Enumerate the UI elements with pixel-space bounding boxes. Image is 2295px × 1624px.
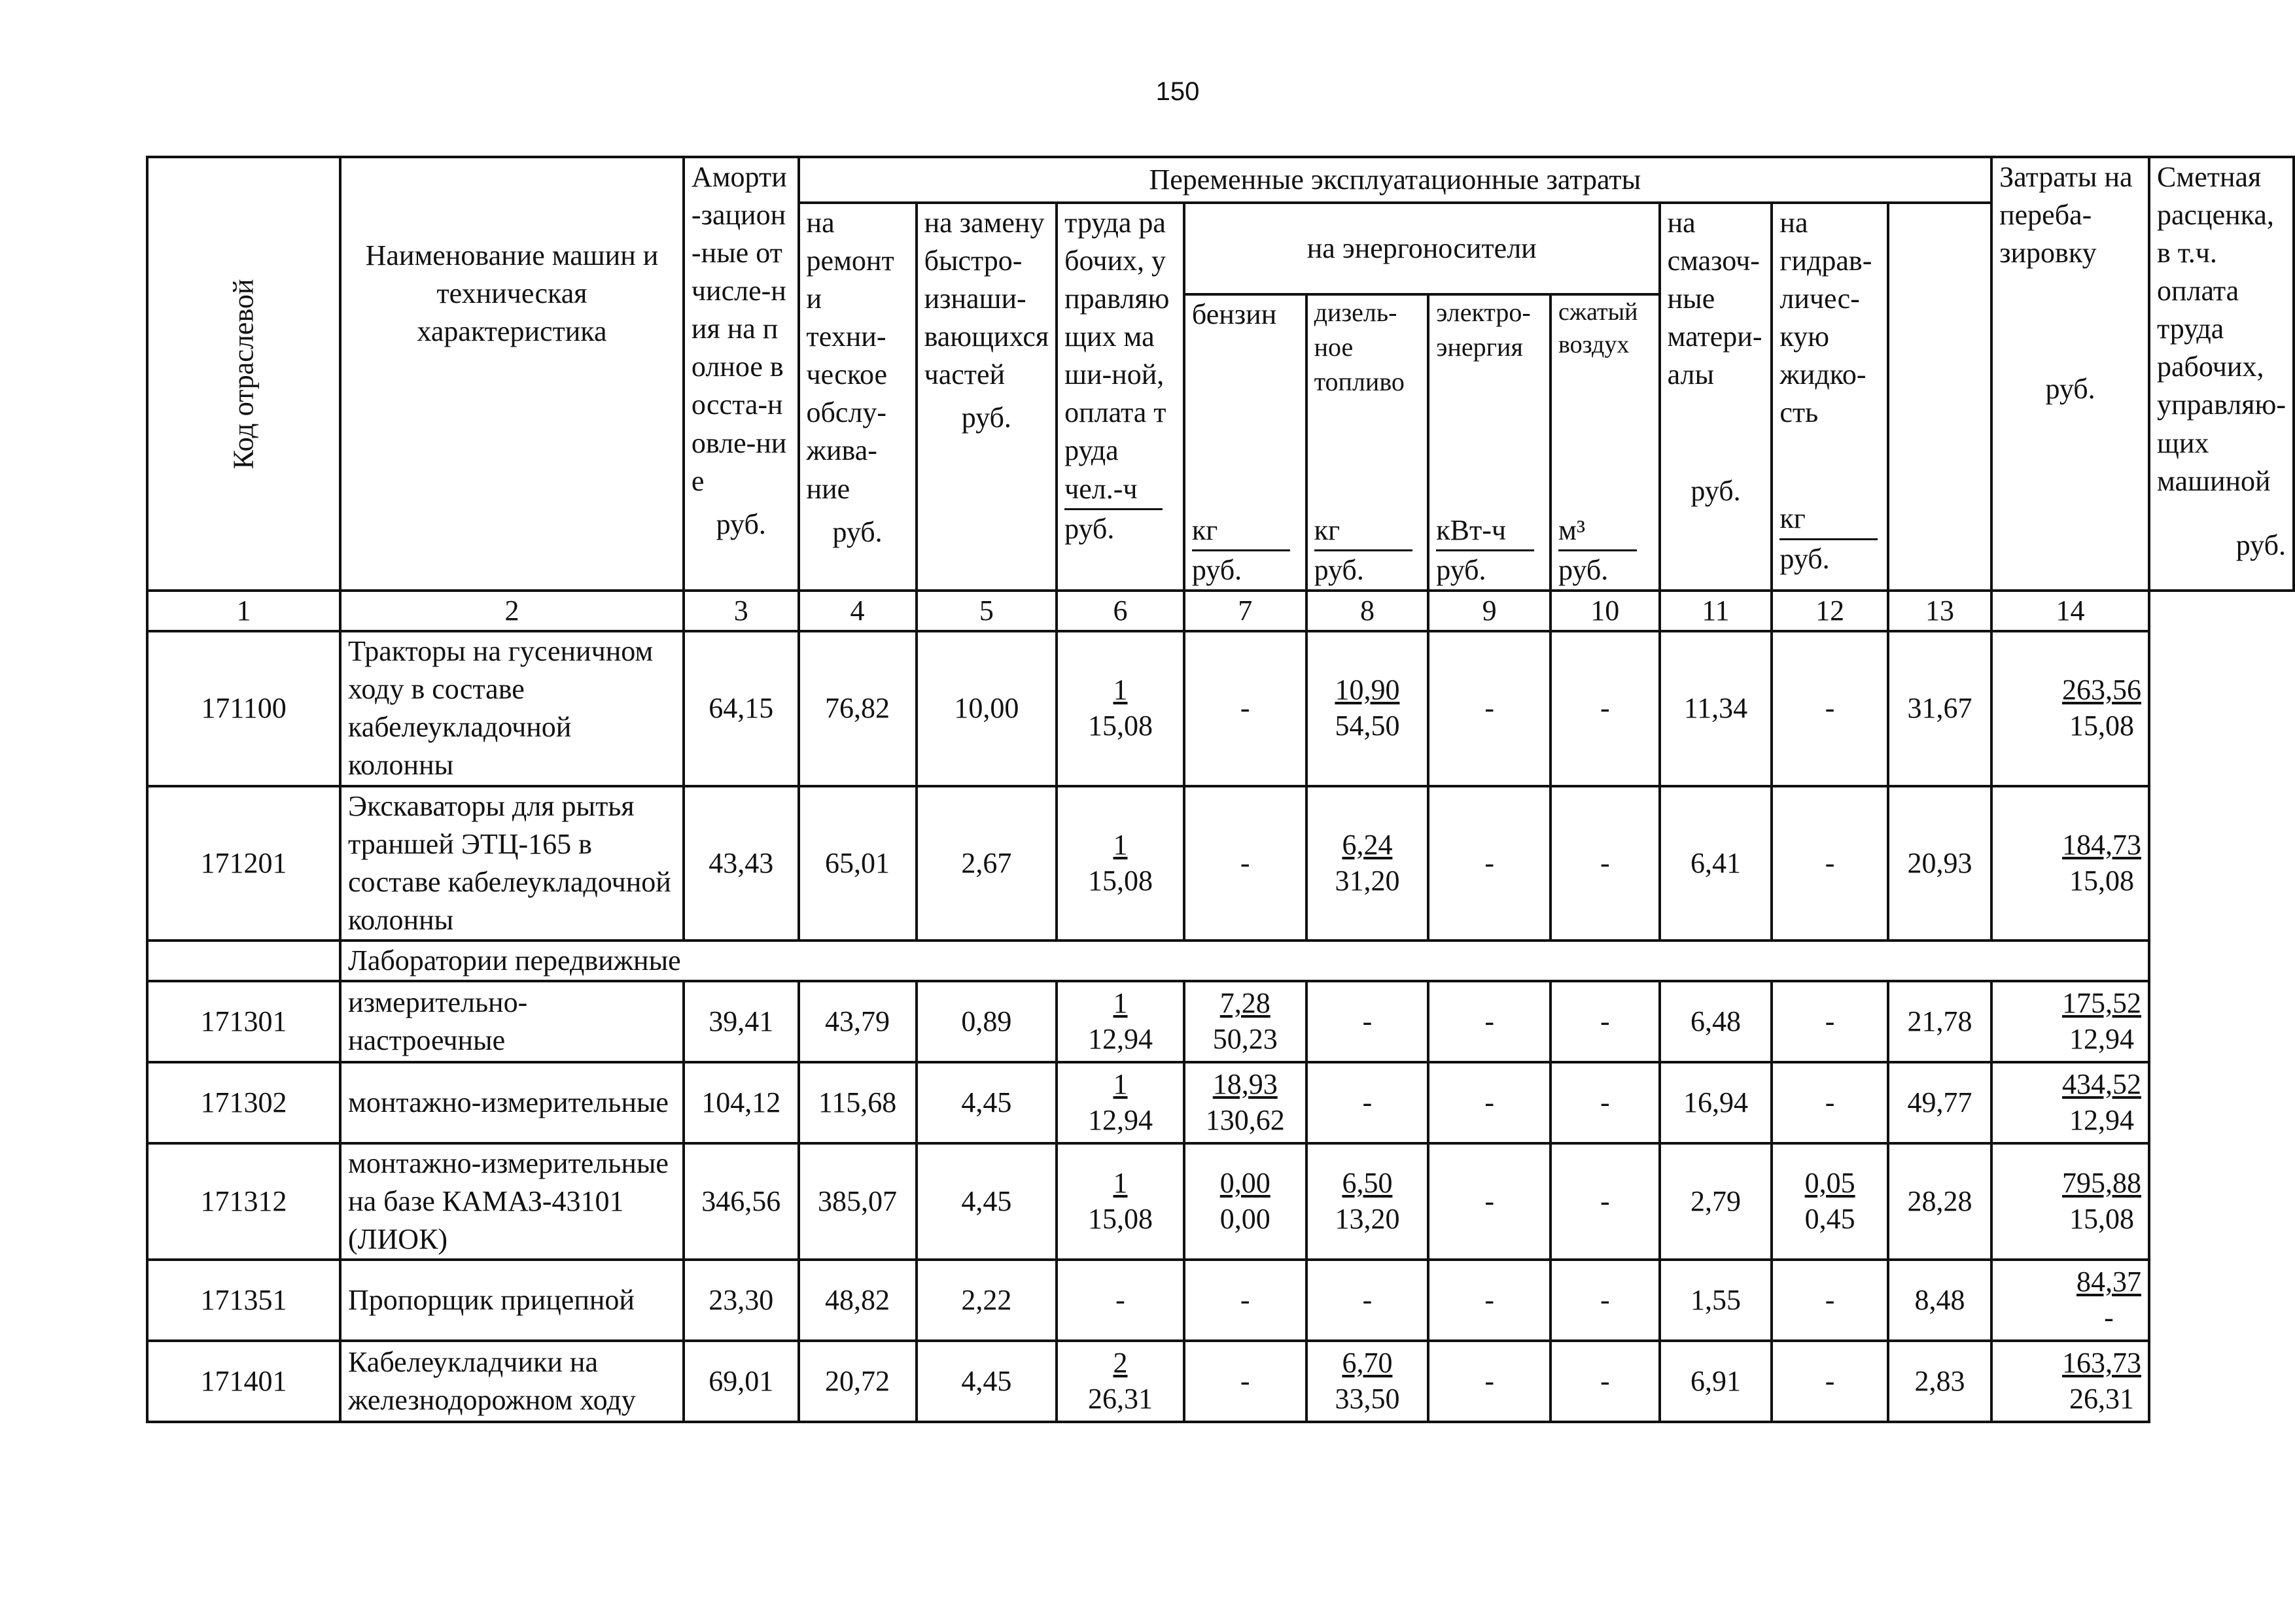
column-number: 12: [1772, 591, 1887, 631]
cell-petrol: -: [1184, 631, 1306, 786]
cell-hydraulic: -: [1772, 786, 1887, 941]
column-number-row: [147, 591, 2294, 631]
cell-estimate: $\frac{163,73}{26,31}$: [1991, 1341, 2149, 1422]
cell-air: -: [1550, 1260, 1660, 1341]
header-labor: труда рабочих, управляющих маши-ной, оплата труда чел.-ч руб.: [1057, 203, 1184, 591]
cell-diesel: $\frac{6,24}{31,20}$: [1306, 786, 1429, 941]
column-number: 11: [1660, 591, 1772, 631]
cell-electric: -: [1428, 786, 1550, 941]
section-row: [147, 941, 2294, 981]
cell-replace: 2,67: [917, 786, 1057, 941]
cell-labor: $\frac{1}{15,08}$: [1057, 631, 1184, 786]
cell-replace: 4,45: [917, 1062, 1057, 1143]
cell-lubricant: 1,55: [1660, 1260, 1772, 1341]
table-row: [147, 631, 2294, 786]
cell-diesel: $\frac{6,50}{13,20}$: [1306, 1143, 1429, 1260]
cell-repair: 43,79: [799, 981, 917, 1062]
cell-diesel: -: [1306, 1062, 1429, 1143]
row-code: 171302: [147, 1062, 340, 1143]
column-number: 1: [147, 591, 340, 631]
column-number: 5: [917, 591, 1057, 631]
cell-estimate: $\frac{84,37}{-}$: [1991, 1260, 2149, 1341]
column-number: 6: [1057, 591, 1184, 631]
cell-air: -: [1550, 1341, 1660, 1422]
row-code: 171401: [147, 1341, 340, 1422]
cell-repair: 115,68: [799, 1062, 917, 1143]
table-row: [147, 786, 2294, 941]
cell-air: -: [1550, 786, 1660, 941]
row-name: Кабелеукладчики на железнодорожном ходу: [340, 1341, 684, 1422]
row-name: Экскаваторы для рытья траншей ЭТЦ-165 в составе кабелеукладочной колонны: [340, 786, 684, 941]
cell-lubricant: 6,41: [1660, 786, 1772, 941]
header-amortization: Аморти-зацион-ные отчисле-ния на полное восста-новле-ние руб.: [684, 157, 799, 591]
cell-lubricant: 16,94: [1660, 1062, 1772, 1143]
header-energy: на энергоносители: [1184, 203, 1660, 294]
cell-labor: $\frac{2}{26,31}$: [1057, 1341, 1184, 1422]
cell-repair: 48,82: [799, 1260, 917, 1341]
row-code: 171301: [147, 981, 340, 1062]
cell-lubricant: 11,34: [1660, 631, 1772, 786]
cell-labor: $\frac{1}{15,08}$: [1057, 1143, 1184, 1260]
cell-hydraulic: -: [1772, 981, 1887, 1062]
cell-amort: 39,41: [684, 981, 799, 1062]
cell-petrol: $\frac{7,28}{50,23}$: [1184, 981, 1306, 1062]
cell-relocation: 31,67: [1888, 631, 1991, 786]
header-name: Наименование машин и техническая характеристика: [340, 157, 684, 591]
row-name: монтажно-измерительные: [340, 1062, 684, 1143]
cell-petrol: $\frac{18,93}{130,62}$: [1184, 1062, 1306, 1143]
cell-electric: -: [1428, 1143, 1550, 1260]
cell-estimate: $\frac{175,52}{12,94}$: [1991, 981, 2149, 1062]
cell-labor: $\frac{1}{15,08}$: [1057, 786, 1184, 941]
cell-diesel: $\frac{6,70}{33,50}$: [1306, 1341, 1429, 1422]
cell-diesel: $\frac{10,90}{54,50}$: [1306, 631, 1429, 786]
table-row: [147, 1143, 2294, 1260]
cell-estimate: $\frac{434,52}{12,94}$: [1991, 1062, 2149, 1143]
cell-diesel: -: [1306, 1260, 1429, 1341]
cell-relocation: 20,93: [1888, 786, 1991, 941]
cell-amort: 69,01: [684, 1341, 799, 1422]
cell-amort: 43,43: [684, 786, 799, 941]
header-petrol: бензин кг руб.: [1184, 294, 1306, 591]
cell-replace: 4,45: [917, 1341, 1057, 1422]
cell-hydraulic: -: [1772, 1062, 1887, 1143]
cell-petrol: -: [1184, 1341, 1306, 1422]
column-number: 13: [1888, 591, 1991, 631]
table-row: [147, 1341, 2294, 1422]
cell-amort: 104,12: [684, 1062, 799, 1143]
column-number: 10: [1550, 591, 1660, 631]
cell-electric: -: [1428, 981, 1550, 1062]
cell-electric: -: [1428, 1341, 1550, 1422]
cell-repair: 76,82: [799, 631, 917, 786]
row-name: Тракторы на гусеничном ходу в составе кабелеукладочной колонны: [340, 631, 684, 786]
cell-repair: 20,72: [799, 1341, 917, 1422]
column-number: 9: [1428, 591, 1550, 631]
cell-relocation: 49,77: [1888, 1062, 1991, 1143]
cell-estimate: $\frac{184,73}{15,08}$: [1991, 786, 2149, 941]
cell-repair: 65,01: [799, 786, 917, 941]
cell-relocation: 2,83: [1888, 1341, 1991, 1422]
row-code: 171201: [147, 786, 340, 941]
cell-electric: -: [1428, 1260, 1550, 1341]
cell-petrol: -: [1184, 786, 1306, 941]
cell-relocation: 28,28: [1888, 1143, 1991, 1260]
header-replace-parts: на замену быстро-изнаши-вающихся частей руб.: [917, 203, 1057, 591]
cell-diesel: -: [1306, 981, 1429, 1062]
page-number: 150: [1155, 77, 1200, 106]
cell-amort: 64,15: [684, 631, 799, 786]
cell-labor: -: [1057, 1260, 1184, 1341]
cell-replace: 0,89: [917, 981, 1057, 1062]
row-code: 171312: [147, 1143, 340, 1260]
cell-petrol: -: [1184, 1260, 1306, 1341]
cell-labor: $\frac{1}{12,94}$: [1057, 981, 1184, 1062]
machine-rates-table: [146, 156, 2295, 1423]
cell-lubricant: 6,48: [1660, 981, 1772, 1062]
cell-replace: 2,22: [917, 1260, 1057, 1341]
cell-labor: $\frac{1}{12,94}$: [1057, 1062, 1184, 1143]
cell-air: -: [1550, 631, 1660, 786]
header-variable-costs: Переменные эксплуатационные затраты: [799, 157, 1992, 203]
header-repair: на ремонт и техни-ческое обслу-жива-ние руб.: [799, 203, 917, 591]
cell-air: -: [1550, 981, 1660, 1062]
row-code: 171351: [147, 1260, 340, 1341]
cell-petrol: $\frac{0,00}{0,00}$: [1184, 1143, 1306, 1260]
header-estimate: Сметная расценка, в т.ч. оплата труда рабочих, управляю-щих машиной руб.: [2149, 157, 2294, 591]
column-number: 4: [799, 591, 917, 631]
cell-lubricant: 6,91: [1660, 1341, 1772, 1422]
cell-amort: 23,30: [684, 1260, 799, 1341]
cell-electric: -: [1428, 631, 1550, 786]
table-row: [147, 981, 2294, 1062]
table-row: [147, 1062, 2294, 1143]
cell-replace: 10,00: [917, 631, 1057, 786]
cell-hydraulic: -: [1772, 1341, 1887, 1422]
cell-estimate: $\frac{263,56}{15,08}$: [1991, 631, 2149, 786]
cell-hydraulic: $\frac{0,05}{0,45}$: [1772, 1143, 1887, 1260]
row-name: Пропорщик прицепной: [340, 1260, 684, 1341]
cell-air: -: [1550, 1062, 1660, 1143]
table-row: [147, 1260, 2294, 1341]
cell-electric: -: [1428, 1062, 1550, 1143]
column-number: 2: [340, 591, 684, 631]
header-hydraulic: на гидрав-личес-кую жидко-сть кг руб.: [1772, 203, 1887, 591]
header-relocation: Затраты на переба-зировку руб.: [1991, 157, 2149, 591]
cell-relocation: 8,48: [1888, 1260, 1991, 1341]
column-number: 7: [1184, 591, 1306, 631]
cell-hydraulic: -: [1772, 631, 1887, 786]
cell-estimate: $\frac{795,88}{15,08}$: [1991, 1143, 2149, 1260]
header-lubricant: на смазоч-ные матери-алы руб.: [1660, 203, 1772, 591]
header-electric: электро-энергия кВт-ч руб.: [1428, 294, 1550, 591]
cell-lubricant: 2,79: [1660, 1143, 1772, 1260]
header-code: Код отраслевой: [147, 157, 340, 591]
cell-relocation: 21,78: [1888, 981, 1991, 1062]
cell-air: -: [1550, 1143, 1660, 1260]
header-air: сжатый воздух м³ руб.: [1550, 294, 1660, 591]
row-name: измерительно-настроечные: [340, 981, 684, 1062]
cell-repair: 385,07: [799, 1143, 917, 1260]
column-number: 3: [684, 591, 799, 631]
cell-hydraulic: -: [1772, 1260, 1887, 1341]
section-title: Лаборатории передвижные: [340, 941, 2149, 981]
row-code: 171100: [147, 631, 340, 786]
column-number: 8: [1306, 591, 1429, 631]
row-name: монтажно-измерительные на базе КАМАЗ-43101 (ЛИОК): [340, 1143, 684, 1260]
cell-amort: 346,56: [684, 1143, 799, 1260]
header-diesel: дизель-ное топливо кг руб.: [1306, 294, 1429, 591]
cell-replace: 4,45: [917, 1143, 1057, 1260]
column-number: 14: [1991, 591, 2149, 631]
